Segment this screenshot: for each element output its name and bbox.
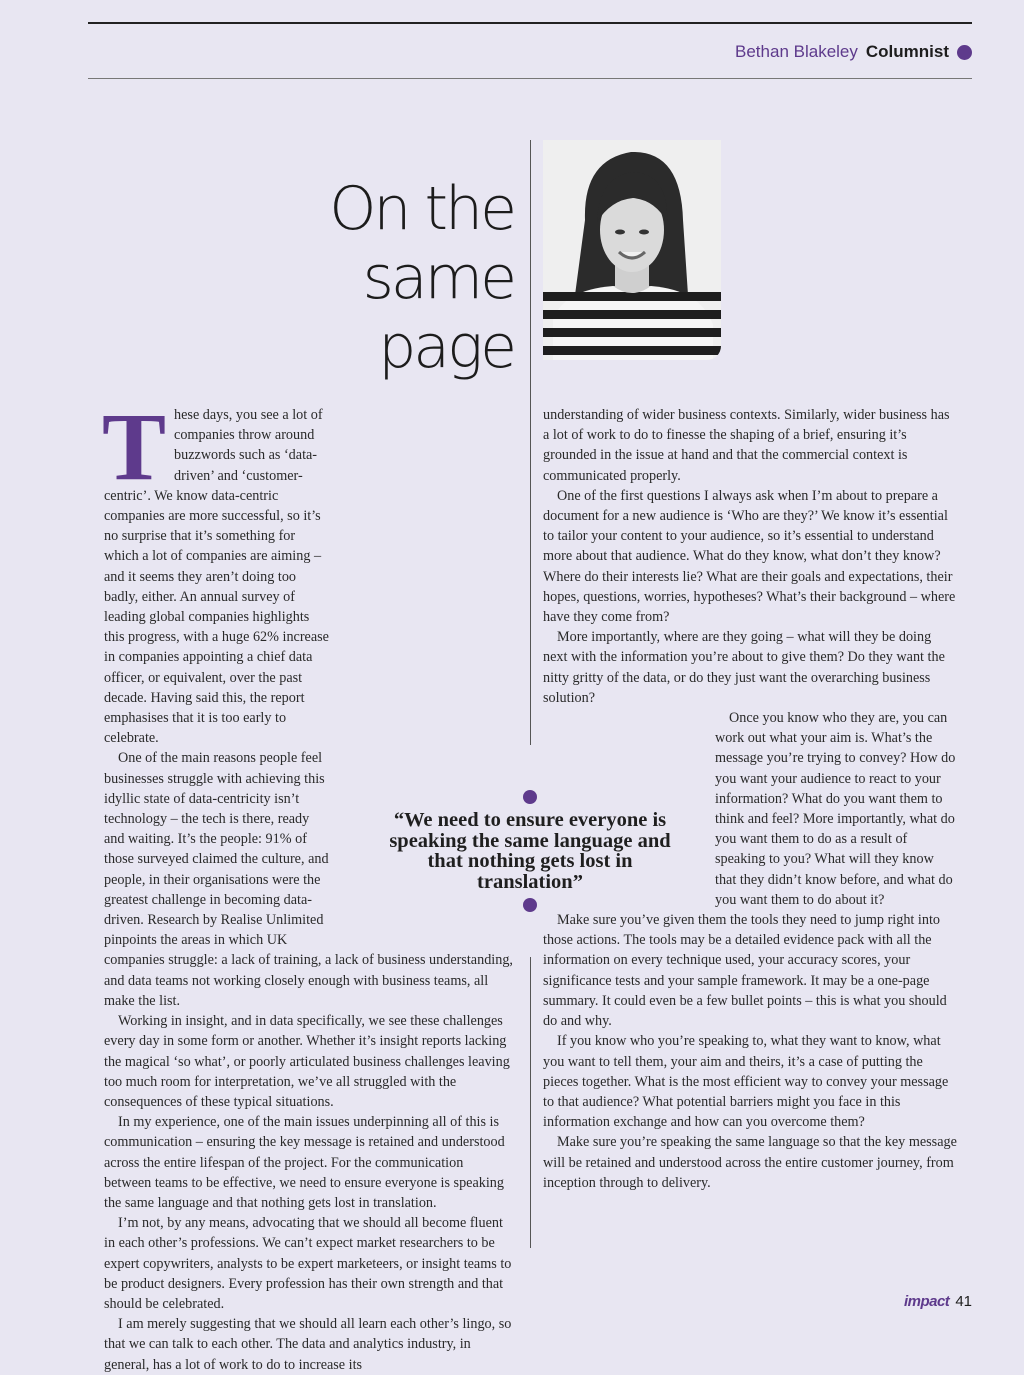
page-footer <box>904 1293 972 1310</box>
headline-line-2: same <box>362 243 514 313</box>
paragraph: One of the main reasons people feel businesses struggle with achieving this idyllic state of data-centricity isn’t technology – the tech is there, ready and waiting. It’s the people: 91% of those surveyed claimed the culture, and people, in their organisations were the greatest challenge in becoming data-driven. Research by Realise Unlimited pinpoints the areas in which UK companies struggle: a lack of training, a lack of business understanding, and data teams not working closely enough with business teams, all make the list. <box>104 750 513 1009</box>
paragraph: One of the first questions I always ask when I’m about to prepare a document for a new audience is ‘Who are they?’ We know it’s essential to tailor your content to your audience, so it’s essential to understand more about that audience. What do they know, what don’t they know? Where do their interests lie? What are their goals and expectations, their hopes, questions, worries, hypotheses? What’s their background – where have they come from? <box>543 487 956 626</box>
paragraph <box>102 393 514 748</box>
paragraph: Working in insight, and in data specifically, we see these challenges every day in some form or another. Whether it’s insight reports lacking the magical ‘so what’, or poorly articulated business challenges leaving too much room for interpretation, we’ve all struggled with the consequences of these typical situations. <box>104 1013 510 1110</box>
byline <box>735 40 972 64</box>
paragraph: In my experience, one of the main issues underpinning all of this is communication – ensuring the key message is retained and understood across the entire lifespan of the project. For the communication between teams to be effective, we need to ensure everyone is speaking the same language and that nothing gets lost in translation. <box>104 1114 505 1211</box>
headline-line-1: On the <box>329 174 514 244</box>
column-divider <box>530 140 531 1248</box>
paragraph: If you know who you’re speaking to, what they want to know, what you want to tell them, your aim and theirs, it’s a case of putting the pieces together. What is the most efficient way to convey your message to that audience? What potential barriers might you face in this information exchange and how can you overcome them? <box>543 1033 949 1131</box>
purple-dot-icon <box>957 45 972 60</box>
author-role: Columnist <box>865 42 949 61</box>
paragraph: Make sure you’ve given them the tools they need to jump right into those actions. The tools may be a detailed evidence pack with all the information on every technique used, your accuracy scores, your significance tests and your sample framework. It may be a one-page summary. It could even be a few bullet points – this is what you should do and why. <box>543 912 947 1030</box>
quote-dot-icon <box>523 898 537 912</box>
paragraph: Once you know who they are, you can work out what your aim is. What’s the message you’re trying to convey? How do you want your audience to react to your information? What do you want them to think and feel? More importantly, what do you want them to do as a result of speaking to you? What will they know that they didn’t know before, and what do you want them to do about it? <box>715 710 956 908</box>
paragraph: understanding of wider business contexts. Similarly, wider business has a lot of work to do to finesse the shaping of a brief, ensuring it’s grounded in the issue at hand and that the commercial context is communicated properly. <box>543 407 950 484</box>
drop-cap: T <box>102 393 167 500</box>
article-headline <box>329 175 514 382</box>
paragraph-text: hese days, you see a lot of companies throw around buzzwords such as ‘data-driven’ and ‘customer-centric’. We know data-centric companies are more successful, so it’s no surprise that it’s something for which a lot of companies are aiming – and it seems they aren’t doing too badly, either. An annual survey of leading global companies highlights this progress, with a huge 62% increase in companies appointing a chief data officer, or equivalent, over the past decade. Having said this, the report emphasises that it is too early to celebrate. <box>104 407 329 747</box>
author-name: Bethan Blakeley <box>735 42 858 61</box>
paragraph: I’m not, by any means, advocating that we should all become fluent in each other’s professions. We can’t expect market researchers to be expert copywriters, analysts to be expert marketeers, or insight teams to be product designers. Every profession has their own strength and that should be celebrated. <box>104 1215 512 1312</box>
pull-quote-text: “We need to ensure everyone is speaking the same language and that nothing gets lost in translation” <box>389 809 671 893</box>
magazine-logo: impact <box>903 1293 950 1310</box>
portrait-image <box>543 140 721 360</box>
page-number: 41 <box>955 1293 972 1310</box>
header-rule <box>88 78 972 79</box>
top-rule <box>88 22 972 24</box>
headline-line-3: page <box>378 312 514 382</box>
author-photo <box>543 140 721 360</box>
paragraph: More importantly, where are they going – what will they be doing next with the information you’re about to give them? Do they want the nitty gritty of the data, or do they just want the overarching business solution? <box>543 629 945 706</box>
paragraph: Make sure you’re speaking the same language so that the key message will be retained and understood across the entire customer journey, from inception through to delivery. <box>543 1134 957 1191</box>
pull-quote <box>388 790 672 912</box>
quote-dot-icon <box>523 790 537 804</box>
paragraph: I am merely suggesting that we should all learn each other’s lingo, so that we can talk to each other. The data and analytics industry, in general, has a lot of work to do to increase its <box>104 1316 512 1373</box>
